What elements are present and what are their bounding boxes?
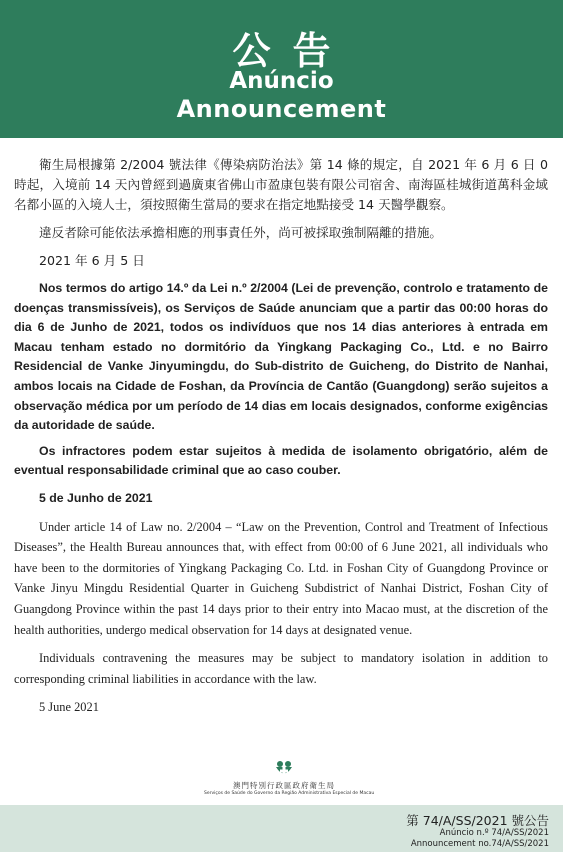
announcement-header (0, 0, 563, 138)
english-date: 5 June 2021 (39, 700, 99, 715)
portuguese-paragraph-1: Nos termos do artigo 14.º da Lei n.º 2/2004 (Lei de prevenção, controlo e tratamento de doenças transmissíveis), os Serviços de Saúde anunciam que a partir das 00:00 horas do dia 6 de Junho de 2021, todos os indivíduos que nos 14 dias anteriores à entrada em Macau tenham estado no dormitório da Yingkang Packaging Co., Ltd. e no Bairro Residencial de Vanke Jinyumingdu, do Sub-distrito de Guicheng, do Distrito de Nanhai, ambos locais na Cidade de Foshan, da Província de Cantão (Guangdong) serão sujeitos a observação médica por um período de 14 dias em locais designados, conforme exigências da autoridade de saúde. (14, 281, 548, 433)
title-portuguese: Anúncio (229, 68, 334, 94)
reference-footer (0, 805, 563, 852)
english-paragraph-2: Individuals contravening the measures may be subject to mandatory isolation in addition to corresponding criminal liabilities in accordance with the law. (14, 651, 548, 686)
logo-name-chinese: 澳門特別行政區政府衛生局 (233, 781, 335, 790)
chinese-date: 2021 年 6 月 5 日 (39, 253, 145, 268)
english-paragraph-1: Under article 14 of Law no. 2/2004 – “Law on the Prevention, Control and Treatment of Infectious Diseases”, the Health Bureau announces that, with effect from 00:00 of 6 June 2021, all individuals who have been to the dormitories of Yingkang Packaging Co. Ltd. in Foshan City of Guangdong Province or Vanke Jinyu Mingdu Residential Quarter in Guicheng Subdistrict of Nanhai District, Foshan City of Guangdong Province within the past 14 days prior to their entry into Macao must, at the discretion of the health authorities, undergo medical observation for 14 days at designated venue. (14, 519, 548, 637)
health-bureau-logo (204, 760, 375, 800)
title-english: Announcement (176, 95, 387, 123)
reference-number-chinese: 第 74/A/SS/2021 號公告 (406, 813, 549, 828)
portuguese-date: 5 de Junho de 2021 (39, 490, 153, 505)
reference-number-portuguese: Anúncio n.º 74/A/SS/2021 (439, 828, 549, 838)
reference-number-english: Announcement no.74/A/SS/2021 (410, 839, 549, 849)
chinese-paragraph-2: 違反者除可能依法承擔相應的刑事責任外，尚可被採取強制隔離的措施。 (39, 225, 442, 240)
announcement-body (14, 155, 548, 717)
portuguese-paragraph-2: Os infractores podem estar sujeitos à medida de isolamento obrigatório, além de eventual responsabilidade criminal que ao caso couber. (14, 443, 548, 478)
chinese-paragraph-1: 衛生局根據第 2/2004 號法律《傳染病防治法》第 14 條的規定，自 2021 年 6 月 6 日 0 時起，入境前 14 天內曾經到過廣東省佛山市盈康包裝有限公司宿舍、南海區桂城街道萬科金域名都小區的入境人士，須按照衛生當局的要求在指定地點接受 14 天醫學觀察。 (14, 157, 548, 212)
logo-name-portuguese: Serviços de Saúde do Governo da Região Administrativa Especial de Macau (204, 791, 375, 796)
health-bureau-emblem-icon (274, 760, 294, 778)
title-chinese: 公告 (232, 29, 353, 73)
